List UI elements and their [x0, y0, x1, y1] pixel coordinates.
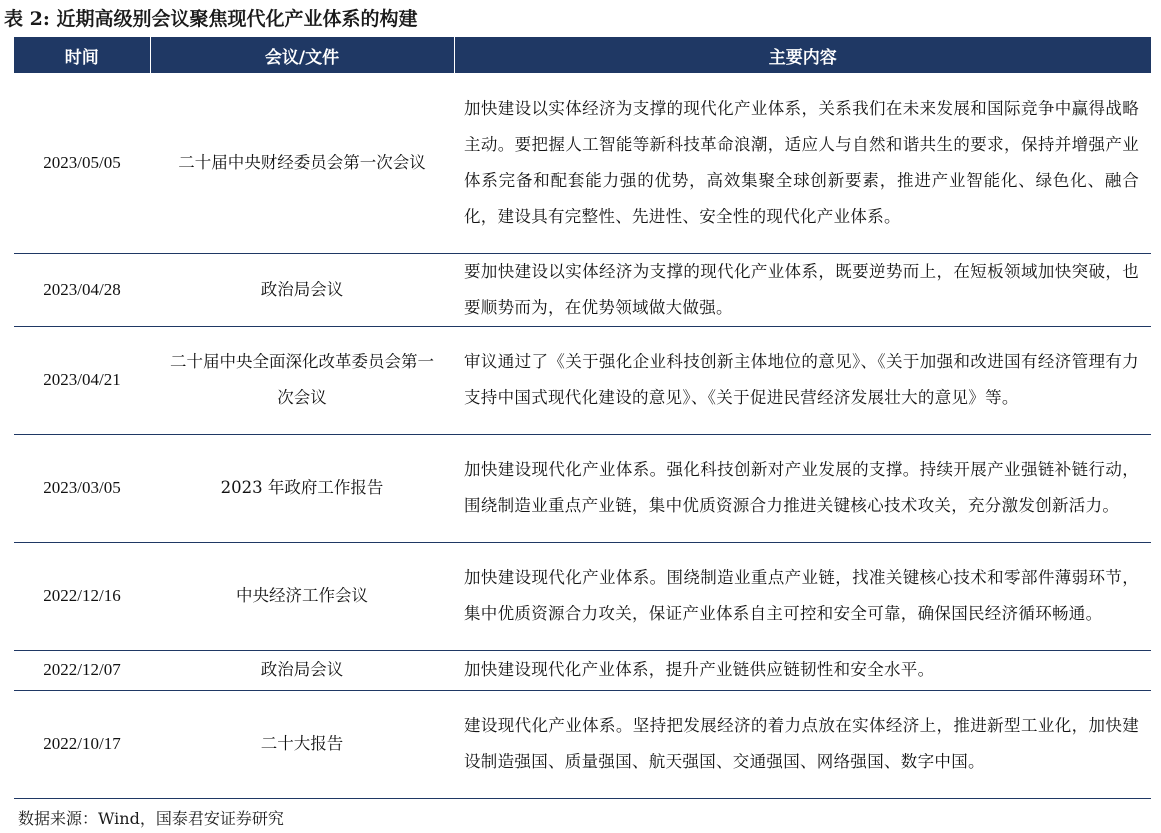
row-date: 2023/04/21	[14, 326, 150, 434]
row-content: 建设现代化产业体系。坚持把发展经济的着力点放在实体经济上，推进新型工业化，加快建设制造强国、质量强国、航天强国、交通强国、网络强国、数字中国。	[454, 690, 1151, 798]
data-source-note: 数据来源：Wind，国泰君安证券研究	[18, 809, 284, 828]
row-meeting: 政治局会议	[150, 253, 454, 326]
row-content: 加快建设以实体经济为支撑的现代化产业体系，关系我们在未来发展和国际竞争中赢得战略主动。要把握人工智能等新科技革命浪潮，适应人与自然和谐共生的要求，保持并增强产业体系完备和配套能力强的优势，高效集聚全球创新要素，推进产业智能化、绿色化、融合化，建设具有完整性、先进性、安全性的现代化产业体系。	[454, 73, 1151, 253]
row-date: 2023/04/28	[14, 253, 150, 326]
row-meeting: 二十届中央财经委员会第一次会议	[150, 73, 454, 253]
table-header-row	[14, 37, 1151, 73]
table-title: 表 2: 近期高级别会议聚焦现代化产业体系的构建	[4, 8, 418, 30]
row-meeting: 政治局会议	[150, 650, 454, 690]
meetings-table	[14, 37, 1151, 799]
table-row	[14, 690, 1151, 798]
table-row	[14, 650, 1151, 690]
row-content: 加快建设现代化产业体系。围绕制造业重点产业链，找准关键核心技术和零部件薄弱环节，集中优质资源合力攻关，保证产业体系自主可控和安全可靠，确保国民经济循环畅通。	[454, 542, 1151, 650]
header-meeting: 会议/文件	[150, 37, 454, 73]
row-date: 2022/12/07	[14, 650, 150, 690]
header-content: 主要内容	[768, 47, 837, 68]
row-content: 审议通过了《关于强化企业科技创新主体地位的意见》、《关于加强和改进国有经济管理有力支持中国式现代化建设的意见》、《关于促进民营经济发展壮大的意见》等。	[454, 326, 1151, 434]
row-meeting: 二十届中央全面深化改革委员会第一次会议	[150, 326, 454, 434]
table-row	[14, 542, 1151, 650]
row-meeting: 2023 年政府工作报告	[150, 434, 454, 542]
row-date: 2023/05/05	[14, 73, 150, 253]
table-row	[14, 73, 1151, 253]
table-row	[14, 253, 1151, 326]
row-content: 加快建设现代化产业体系，提升产业链供应链韧性和安全水平。	[454, 650, 1151, 690]
row-date: 2022/10/17	[14, 690, 150, 798]
row-meeting: 二十大报告	[150, 690, 454, 798]
row-content: 要加快建设以实体经济为支撑的现代化产业体系，既要逆势而上，在短板领域加快突破，也要顺势而为，在优势领域做大做强。	[454, 253, 1151, 326]
header-date: 时间	[14, 37, 150, 73]
row-date: 2022/12/16	[14, 542, 150, 650]
table-row	[14, 326, 1151, 434]
row-date: 2023/03/05	[14, 434, 150, 542]
table-row	[14, 434, 1151, 542]
row-content: 加快建设现代化产业体系。强化科技创新对产业发展的支撑。持续开展产业强链补链行动，围绕制造业重点产业链，集中优质资源合力推进关键核心技术攻关，充分激发创新活力。	[454, 434, 1151, 542]
row-meeting: 中央经济工作会议	[150, 542, 454, 650]
